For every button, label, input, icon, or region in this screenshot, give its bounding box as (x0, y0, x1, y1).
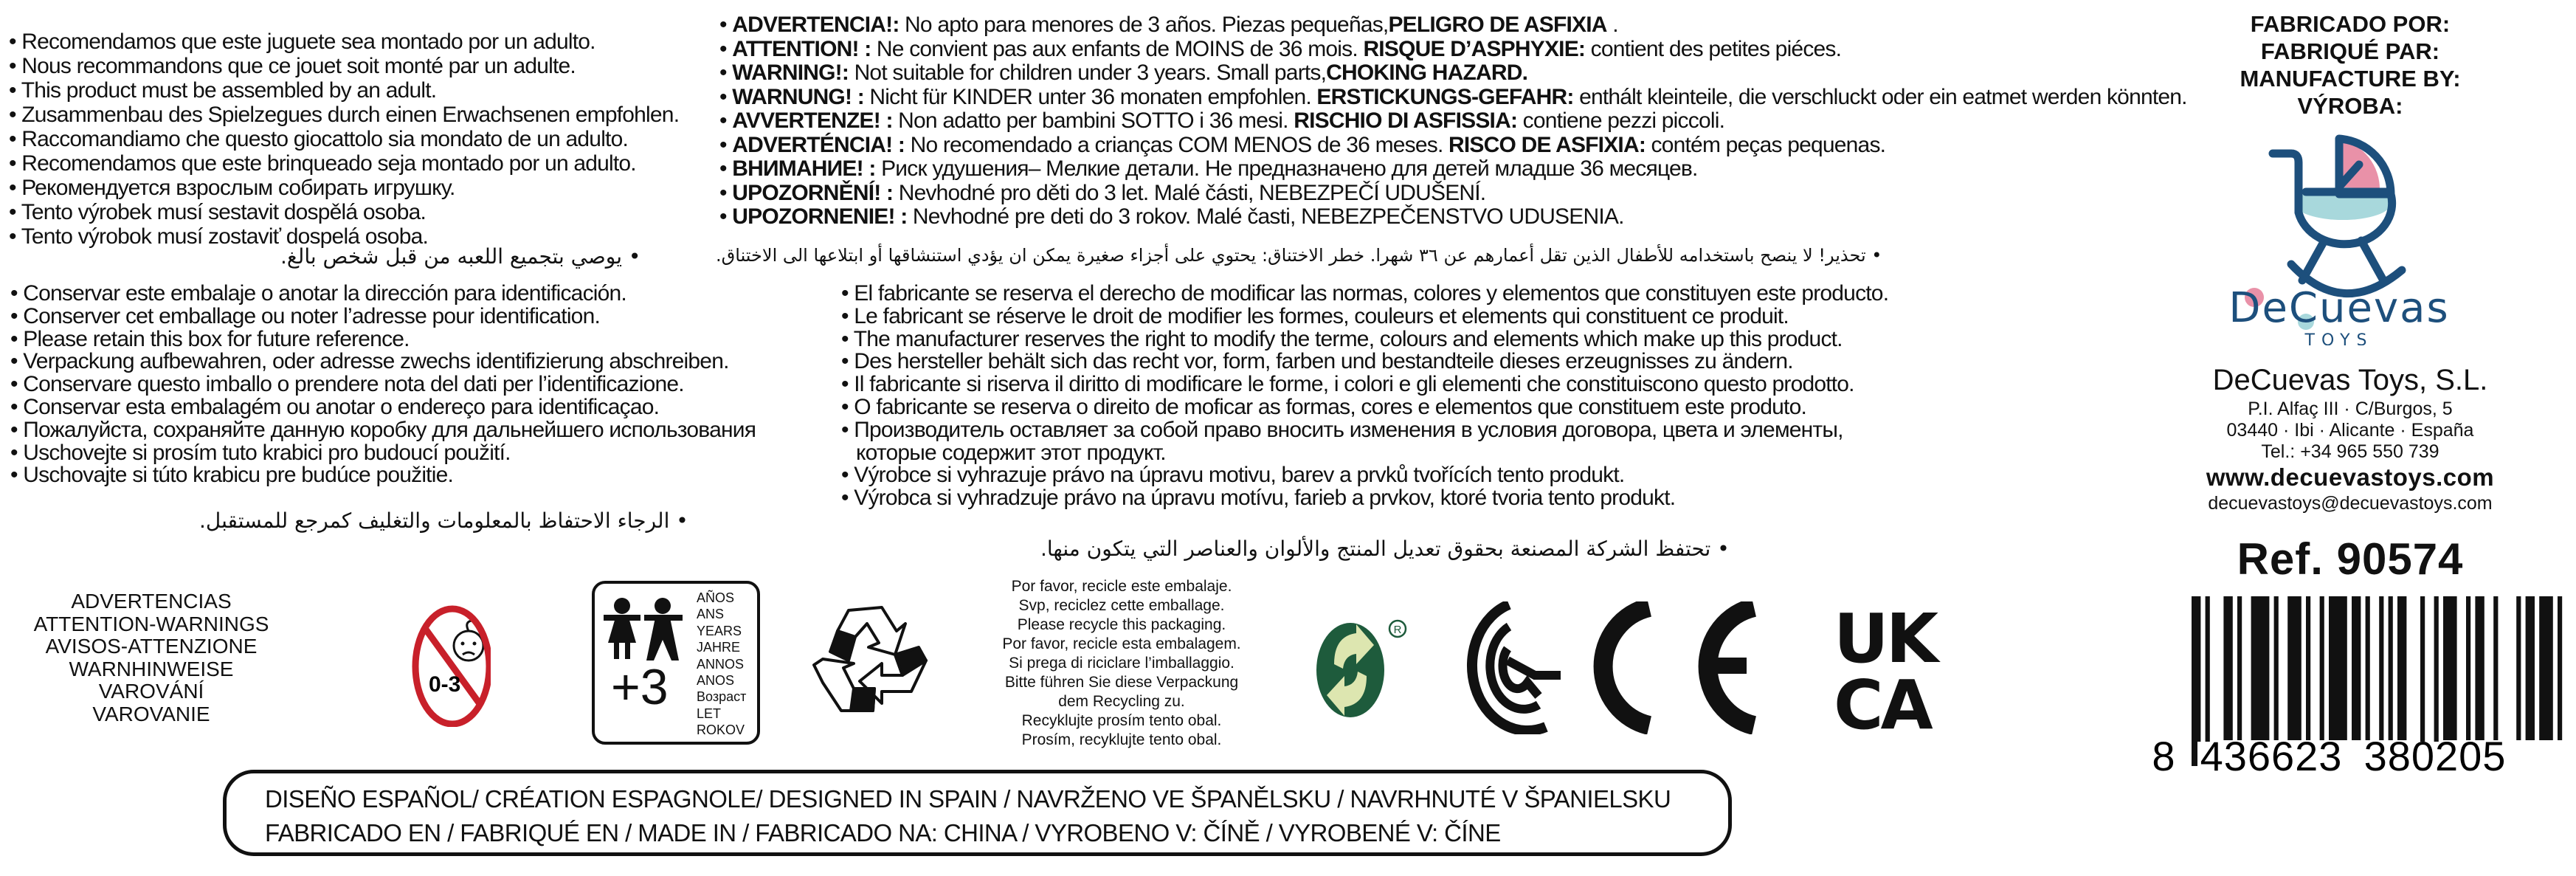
barcode-bar (2366, 596, 2370, 740)
assembly-line-en: • This product must be assembled by an adult. (9, 78, 679, 103)
age-word: ROKOV (697, 722, 745, 738)
modify-line: • Il fabricante si riserva il diritto di modificare le forme, i colori e gli elementi che constituiscono questo prodotto. (841, 373, 1888, 396)
barcode-bar (2287, 596, 2302, 740)
barcode-bar (2237, 596, 2242, 740)
address-line-2: 03440 · Ibi · Alicante · España (2226, 420, 2474, 441)
recycle-line: Por favor, recicle esta embalagem. (1002, 635, 1241, 652)
barcode-digit-first: 8 (2152, 733, 2175, 775)
address-line-1: P.I. Alfaç III · C/Burgos, 5 (2248, 399, 2453, 419)
assembly-line-ar: • يوصي بتجميع اللعبه من قبل شخص بالغ. (280, 244, 641, 269)
manufacturer-header (2184, 10, 2516, 120)
hazard-text: RISCHIO DI ASFISSIA: (1294, 108, 1518, 133)
rocking-pram-icon (2273, 139, 2402, 294)
email-link[interactable]: decuevastoys@decuevastoys.com (2208, 493, 2493, 514)
warning-rest: contém peças pequenas. (1646, 132, 1886, 157)
age-word: ANOS (697, 673, 735, 689)
warning-line (719, 86, 2187, 110)
barcode-bar (2516, 596, 2521, 740)
barcode-bar (2443, 596, 2457, 740)
barcode-bar (2389, 596, 2393, 740)
recycle-line: Svp, reciclez cette emballage. (1018, 597, 1225, 614)
recycle-line: Prosím, recyklujte tento obal. (1021, 731, 1222, 748)
triman-icon (1472, 604, 1561, 731)
retain-line: • Conserver cet emballage ou noter l’adresse pour identification. (10, 306, 756, 328)
recycle-line: Recyklujte prosím tento obal. (1021, 712, 1222, 729)
warning-text: Nevhodné pre deti do 3 rokov. Malé časti, NEBEZPEČENSTVO UDUSENIA. (907, 204, 1624, 229)
warning-label: UPOZORNĚNÍ! : (732, 180, 894, 205)
modify-line: • Le fabricant se réserve le droit de modifier les formes, couleurs et elements qui constituent ce produit. (841, 306, 1888, 328)
assembly-line-fr: • Nous recommandons que ce jouet soit monté par un adulte. (9, 54, 679, 78)
modification-rights-list (841, 283, 1888, 510)
recycle-line: Si prega di riciclare l’imballaggio. (1009, 655, 1235, 672)
barcode-bar (2397, 596, 2406, 740)
ukca-mark (1834, 601, 1941, 734)
assembly-line-ru: • Рекомендуется взрослым собирать игрушку. (9, 176, 679, 200)
website-link[interactable]: www.decuevastoys.com (2206, 463, 2495, 491)
retain-line-ar: • الرجاء الاحتفاظ بالمعلومات والتغليف كمرجع للمستقبل. (199, 508, 688, 533)
warning-line (719, 134, 2187, 158)
warning-text: No recomendado a crianças COM MENOS de 36 meses. (905, 132, 1449, 157)
warning-label: AVVERTENZE! : (732, 108, 893, 133)
modify-line: • The manufacturer reserves the right to modify the terme, colours and elements which make up this product. (841, 328, 1888, 351)
retain-line: • Uschovejte si prosím tuto krabici pro budoucí použití. (10, 442, 756, 465)
assembly-line-es: • Recomendamos que este juguete sea montado por un adulto. (9, 30, 679, 54)
certification-marks (1465, 601, 1981, 734)
logo-subtitle: TOYS (2304, 331, 2374, 345)
header-line: VÝROBA: (2297, 93, 2403, 119)
warning-label: ADVERTENCIA!: (732, 13, 899, 37)
warning-rest: contiene pezzi piccoli. (1517, 108, 1725, 133)
warning-line (719, 61, 2187, 86)
recycle-line: Please recycle this packaging. (1017, 616, 1226, 633)
warning-text: No apto para menores de 3 años. Piezas pequeñas, (899, 13, 1389, 37)
recycle-instructions (974, 577, 1269, 750)
warning-titles (30, 590, 273, 725)
modify-line: • Výrobca si vyhradzuje právo na úpravu motívu, farieb a prvkov, ktoré tvoria tento produkt. (841, 487, 1888, 510)
ce-mark-text: CE (1465, 601, 1466, 602)
age-word-list (697, 590, 746, 739)
barcode-digits-left: 436623 (2200, 733, 2343, 775)
retain-box-list (10, 283, 756, 487)
warning-line (719, 182, 2187, 206)
barcode-bar (2274, 596, 2279, 740)
not-for-under-3-icon (410, 601, 491, 727)
age-word: JAHRE (697, 640, 741, 655)
age-word: LET (697, 706, 722, 721)
warning-title: ADVERTENCIAS (71, 590, 232, 613)
registered-letter: R (1393, 624, 1402, 636)
company-name: DeCuevas Toys, S.L. (2212, 364, 2488, 396)
warning-text: Риск удушения– Мелкие детали. Не предназначено для детей младше 36 месяцев. (875, 156, 1698, 181)
modify-line: • Производитель оставляет за собой право вносить изменения в условия договора, цвета и элементы, (841, 419, 1888, 442)
barcode-bar (2379, 596, 2383, 740)
hazard-text: ERSTICKUNGS-GEFAHR: (1316, 84, 1574, 109)
age-word: ANS (697, 607, 725, 622)
modify-line: • O fabricante se reserva o direito de moficar as formas, cores e elementos que constituem este produto. (841, 396, 1888, 419)
warning-label: WARNUNG! : (732, 84, 864, 109)
hazard-text: CHOKING HAZARD. (1326, 61, 1528, 85)
barcode-bar (2306, 596, 2310, 740)
retain-line: • Conservare questo imballo o prendere nota del dati per l’identificazione. (10, 373, 756, 396)
retain-line: • Пожалуйста, сохраняйте данную коробку для дальнейшего использования (10, 419, 756, 442)
manufacturing-origin: FABRICADO EN / FABRIQUÉ EN / MADE IN / FABRICADO NA: CHINA / VYROBENO V: ČÍNĚ / VYROBENÉ V: ČÍNE (265, 819, 1501, 846)
barcode-bar (2466, 596, 2470, 740)
barcode-bar (2192, 596, 2200, 766)
barcode-bar (2352, 596, 2361, 740)
warning-label: ADVERTÉNCIA! : (732, 132, 905, 157)
barcode-digits-right: 380205 (2363, 733, 2507, 775)
barcode-bar (2475, 596, 2484, 740)
warning-rest: . (1606, 13, 1618, 37)
age-word: AÑOS (697, 590, 735, 605)
age-plus-label: +3 (611, 659, 669, 715)
hazard-text: PELIGRO DE ASFIXIA (1388, 13, 1607, 37)
barcode-bar (2223, 596, 2232, 740)
barcode-bar (2558, 596, 2562, 740)
children-icon (604, 597, 685, 663)
warning-line-ar: • تحذير! لا ينصح باستخدامه للأطفال الذين تقل أعمارهم عن ٣٦ شهرا. خطر الاختناق: يحتوي على أجزاء صغيرة يمكن ان يؤدي استنشاقها أو ابتلاعها الى الاختناق. (716, 245, 1882, 266)
phone: Tel.: +34 965 550 739 (2261, 441, 2439, 462)
header-line: FABRIQUÉ PAR: (2260, 38, 2440, 64)
assembly-line-pt: • Recomendamos que este brinqueado seja montado por un adulto. (9, 151, 679, 176)
assembly-line-cz: • Tento výrobek musí sestavit dospělá osoba. (9, 200, 679, 224)
recycle-line: Bitte führen Sie diese Verpackung (1004, 674, 1239, 691)
barcode-bar (2251, 596, 2270, 740)
retain-line: • Conservar esta embalagém ou anotar o endereço para identificaçao. (10, 396, 756, 419)
warning-line (719, 157, 2187, 182)
logo-wordmark: DeCuevas (2228, 284, 2450, 332)
warning-text: Not suitable for children under 3 years. Small parts, (849, 61, 1327, 85)
retain-line: • Conservar este embalaje o anotar la dirección para identificación. (10, 283, 756, 306)
design-origin: DISEÑO ESPAÑOL/ CRÉATION ESPAGNOLE/ DESIGNED IN SPAIN / NAVRŽENO VE ŠPANĚLSKU / NAVRHNUTÉ V ŠPANIELSKU (265, 785, 1671, 813)
modify-line-ar: • تحتفظ الشركة المصنعة بحقوق تعديل المنتج والألوان والعناصر التي يتكون منها. (1040, 537, 1730, 561)
decuevas-logo (2203, 124, 2476, 345)
warning-text: Nicht für KINDER unter 36 monaten empfohlen. (863, 84, 1317, 109)
header-line: MANUFACTURE BY: (2240, 66, 2461, 92)
choking-warning-list (719, 13, 2187, 230)
baby-face (454, 631, 483, 661)
green-dot-icon (1313, 613, 1409, 723)
warning-line (719, 38, 2187, 62)
warning-title: ATTENTION-WARNINGS (33, 612, 269, 635)
barcode-bar (2539, 596, 2553, 740)
age-word: ANNOS (697, 656, 745, 672)
warning-rest: contient des petites piéces. (1585, 36, 1842, 61)
warning-title: VAROVANIE (92, 702, 210, 725)
barcode-bar (2526, 596, 2535, 740)
recycle-icon (808, 601, 933, 716)
warning-text: Ne convient pas aux enfants de MOINS de 36 mois. (871, 36, 1364, 61)
barcode-bar (2329, 596, 2347, 740)
warning-title: VAROVÁNÍ (98, 680, 204, 703)
recycle-line: Por favor, recicle este embalaje. (1011, 578, 1232, 595)
warning-line (719, 109, 2187, 134)
barcode-bar (2493, 596, 2498, 740)
retain-line: • Verpackung aufbewahren, oder adresse zwechs identifizierung abschreiben. (10, 351, 756, 373)
assembly-notice-list (9, 30, 679, 249)
modify-line: • Výrobce si vyhrazuje právo na úpravu motivu, barev a prvků tvořících tento produkt. (841, 464, 1888, 487)
modify-line: • El fabricante se reserva el derecho de modificar las normas, colores y elementos que constituyen este producto. (841, 283, 1888, 306)
warning-label: UPOZORNENIE! : (732, 204, 908, 229)
warning-rest: enthált kleinteile, die verschluckt oder ein eatmet werden könnten. (1573, 84, 2187, 109)
retain-line: • Please retain this box for future reference. (10, 328, 756, 351)
hazard-text: RISCO DE ASFIXIA: (1448, 132, 1646, 157)
warning-line (719, 205, 2187, 230)
modify-line-continuation: которые содержит этот продукт. (856, 440, 1166, 465)
warning-text: Non adatto per bambini SOTTO i 36 mesi. (892, 108, 1294, 133)
ean-barcode (2140, 590, 2568, 775)
age-word: Возраст (697, 689, 747, 705)
recycle-line: dem Recycling zu. (1058, 693, 1185, 710)
ukca-line-1: UK (1834, 601, 1936, 678)
age-word: YEARS (697, 623, 742, 638)
age-range-label: 0-3 (429, 672, 461, 697)
warning-title: AVISOS-ATTENZIONE (45, 635, 258, 658)
origin-banner (223, 770, 1732, 856)
warning-title: WARNHINWEISE (69, 657, 234, 680)
modify-line: • Des hersteller behält sich das recht vor, form, farben und bestandteile dieses erzeugnisses zu ändern. (841, 351, 1888, 373)
age-rating-box (592, 581, 760, 745)
hazard-text: RISQUE D’ASPHYXIE: (1363, 36, 1586, 61)
ukca-line-2: CA (1834, 666, 1930, 734)
warning-line (719, 13, 2187, 38)
reference-number: Ref. 90574 (2237, 534, 2464, 584)
warning-label: ATTENTION! : (732, 36, 871, 61)
assembly-line-de: • Zusammenbau des Spielzegues durch einen Erwachsenen empfohlen. (9, 103, 679, 127)
warning-text: Nevhodné pro děti do 3 let. Malé části, NEBEZPEČÍ UDUŠENÍ. (893, 180, 1486, 205)
barcode-bar (2320, 596, 2324, 740)
retain-line: • Uschovajte si túto krabicu pre budúce použitie. (10, 464, 756, 487)
header-line: FABRICADO POR: (2250, 11, 2451, 37)
warning-label: WARNING!: (732, 61, 849, 85)
company-info (2151, 362, 2549, 514)
assembly-line-it: • Raccomandiamo che questo giocattolo sia mondato de un adulto. (9, 127, 679, 151)
assembly-line-sk: • Tento výrobok musí zostaviť dospelá osoba. (9, 224, 679, 249)
warning-label: ВНИМАНИЕ! : (732, 156, 876, 181)
